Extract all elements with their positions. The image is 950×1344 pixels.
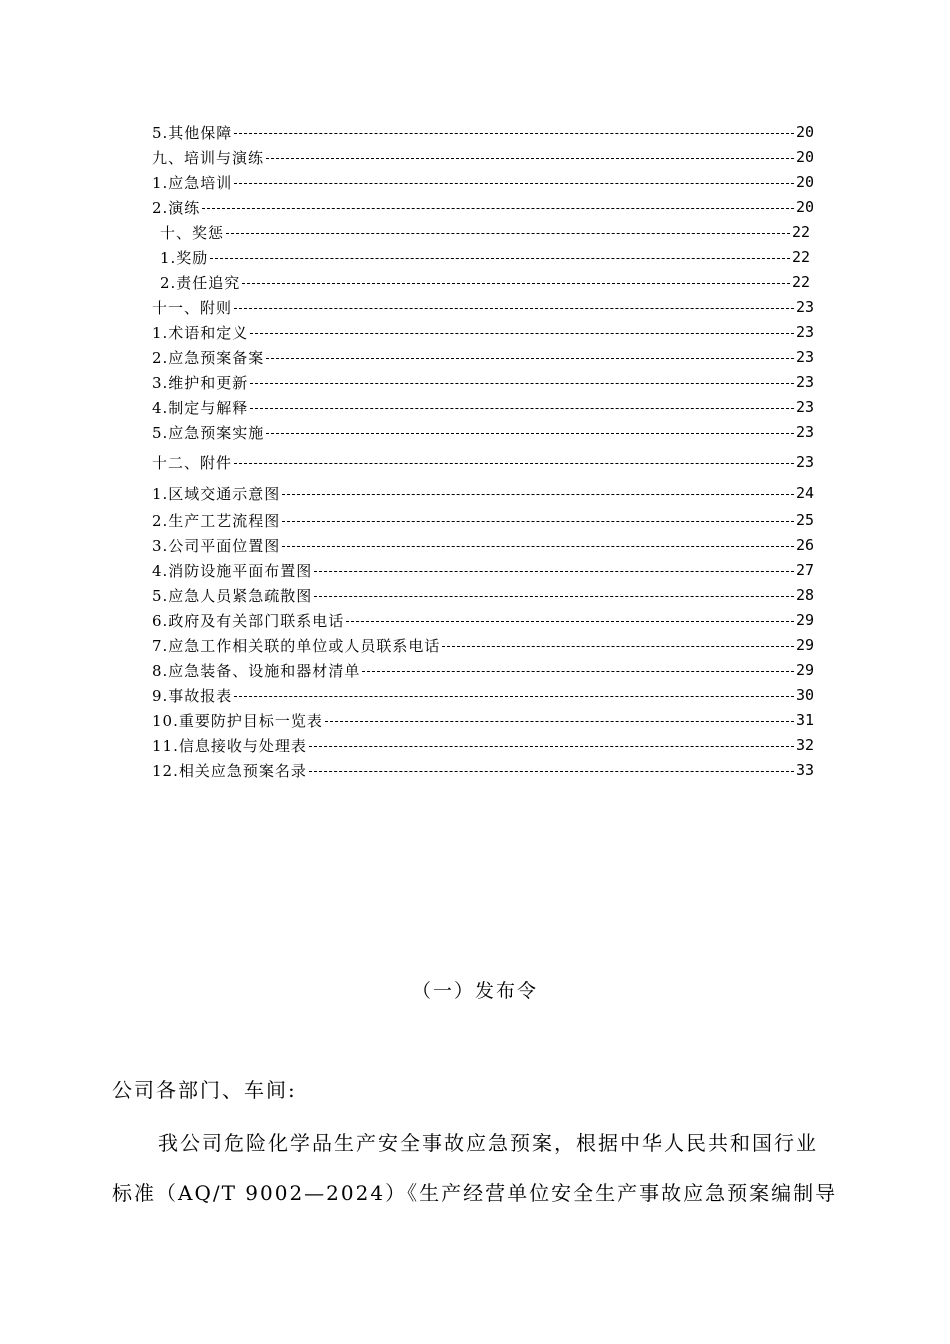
- toc-entry[interactable]: [152, 171, 814, 193]
- toc-entry-page: 24: [795, 484, 814, 502]
- toc-entry-page: 22: [791, 248, 810, 266]
- toc-leader: [234, 183, 794, 184]
- toc-entry-page: 23: [795, 323, 814, 341]
- toc-entry-label: 十一、附则: [152, 298, 233, 317]
- toc-leader: [250, 333, 794, 334]
- toc-entry[interactable]: [152, 451, 814, 473]
- toc-entry[interactable]: [160, 246, 810, 268]
- toc-leader: [442, 646, 794, 647]
- toc-entry-label: 8.应急装备、设施和器材清单: [152, 661, 361, 680]
- toc-leader: [346, 621, 794, 622]
- toc-entry-page: 32: [795, 736, 814, 754]
- toc-entry[interactable]: [152, 709, 814, 731]
- toc-entry-label: 1.区域交通示意图: [152, 484, 281, 503]
- toc-leader: [266, 433, 794, 434]
- toc-entry-page: 29: [795, 636, 814, 654]
- toc-entry-page: 29: [795, 661, 814, 679]
- toc-entry-label: 2.责任追究: [160, 273, 241, 292]
- toc-entry[interactable]: [152, 482, 814, 504]
- toc-entry[interactable]: [152, 296, 814, 318]
- toc-leader: [234, 133, 794, 134]
- toc-leader: [282, 521, 794, 522]
- toc-leader: [266, 158, 794, 159]
- toc-entry-label: 5.应急预案实施: [152, 423, 265, 442]
- toc-entry-page: 20: [795, 198, 814, 216]
- toc-entry[interactable]: [152, 584, 814, 606]
- toc-entry-page: 28: [795, 586, 814, 604]
- toc-entry[interactable]: [160, 271, 810, 293]
- toc-leader: [282, 546, 794, 547]
- toc-entry-label: 十、奖惩: [160, 223, 225, 242]
- toc-leader: [234, 463, 794, 464]
- toc-entry-page: 26: [795, 536, 814, 554]
- toc-entry[interactable]: [152, 634, 814, 656]
- toc-entry[interactable]: [152, 509, 814, 531]
- toc-entry-label: 2.应急预案备案: [152, 348, 265, 367]
- toc-entry[interactable]: [152, 609, 814, 631]
- section-heading: （一）发布令: [411, 980, 538, 1002]
- toc-entry-page: 23: [795, 423, 814, 441]
- toc-entry-page: 23: [795, 398, 814, 416]
- toc-entry-page: 20: [795, 123, 814, 141]
- toc-entry[interactable]: [152, 121, 814, 143]
- toc-leader: [309, 771, 794, 772]
- toc-leader: [266, 358, 794, 359]
- toc-entry[interactable]: [160, 221, 810, 243]
- toc-leader: [202, 208, 794, 209]
- toc-leader: [242, 283, 790, 284]
- toc-leader: [226, 233, 790, 234]
- toc-leader: [210, 258, 790, 259]
- toc-entry-page: 27: [795, 561, 814, 579]
- paragraph-line-1: 我公司危险化学品生产安全事故应急预案，根据中华人民共和国行业: [158, 1131, 818, 1155]
- toc-entry-label: 4.制定与解释: [152, 398, 249, 417]
- toc-leader: [314, 571, 794, 572]
- toc-leader: [250, 408, 794, 409]
- toc-entry[interactable]: [152, 534, 814, 556]
- toc-entry-page: 22: [791, 223, 810, 241]
- toc-entry-page: 23: [795, 348, 814, 366]
- toc-entry-label: 7.应急工作相关联的单位或人员联系电话: [152, 636, 441, 655]
- toc-entry[interactable]: [152, 321, 814, 343]
- toc-entry-page: 22: [791, 273, 810, 291]
- toc-entry-label: 2.生产工艺流程图: [152, 511, 281, 530]
- toc-entry-page: 31: [795, 711, 814, 729]
- toc-entry-page: 29: [795, 611, 814, 629]
- toc-entry-page: 23: [795, 453, 814, 471]
- toc-entry-page: 20: [795, 148, 814, 166]
- toc-entry-label: 1.奖励: [160, 248, 209, 267]
- toc-entry-label: 9.事故报表: [152, 686, 233, 705]
- toc-entry-label: 12.相关应急预案名录: [152, 761, 307, 780]
- toc-leader: [309, 746, 794, 747]
- salutation-line: 公司各部门、车间:: [112, 1078, 297, 1102]
- toc-entry-label: 4.消防设施平面布置图: [152, 561, 313, 580]
- toc-entry-page: 23: [795, 373, 814, 391]
- toc-entry-page: 30: [795, 686, 814, 704]
- toc-entry-label: 5.应急人员紧急疏散图: [152, 586, 313, 605]
- toc-entry-page: 33: [795, 761, 814, 779]
- toc-entry[interactable]: [152, 421, 814, 443]
- toc-entry-label: 3.维护和更新: [152, 373, 249, 392]
- toc-entry-label: 九、培训与演练: [152, 148, 265, 167]
- toc-entry-label: 1.术语和定义: [152, 323, 249, 342]
- toc-entry[interactable]: [152, 371, 814, 393]
- toc-entry[interactable]: [152, 659, 814, 681]
- toc-leader: [250, 383, 794, 384]
- toc-entry-label: 11.信息接收与处理表: [152, 736, 307, 755]
- paragraph-line-2: 标准（AQ/T 9002—2024）《生产经营单位安全生产事故应急预案编制导: [112, 1181, 838, 1205]
- toc-entry-page: 23: [795, 298, 814, 316]
- toc-entry[interactable]: [152, 734, 814, 756]
- toc-entry-label: 10.重要防护目标一览表: [152, 711, 323, 730]
- toc-entry-page: 20: [795, 173, 814, 191]
- toc-entry[interactable]: [152, 684, 814, 706]
- toc-entry-page: 25: [795, 511, 814, 529]
- toc-leader: [234, 696, 794, 697]
- toc-entry[interactable]: [152, 146, 814, 168]
- toc-entry[interactable]: [152, 346, 814, 368]
- toc-entry[interactable]: [152, 759, 814, 781]
- toc-leader: [362, 671, 794, 672]
- toc-entry-label: 5.其他保障: [152, 123, 233, 142]
- toc-leader: [314, 596, 794, 597]
- toc-entry[interactable]: [152, 196, 814, 218]
- toc-leader: [234, 308, 794, 309]
- toc-entry[interactable]: [152, 396, 814, 418]
- toc-entry-label: 十二、附件: [152, 453, 233, 472]
- toc-entry-label: 1.应急培训: [152, 173, 233, 192]
- toc-leader: [282, 494, 794, 495]
- toc-entry-label: 6.政府及有关部门联系电话: [152, 611, 345, 630]
- toc-entry-label: 3.公司平面位置图: [152, 536, 281, 555]
- toc-leader: [325, 721, 794, 722]
- toc-entry[interactable]: [152, 559, 814, 581]
- toc-entry-label: 2.演练: [152, 198, 201, 217]
